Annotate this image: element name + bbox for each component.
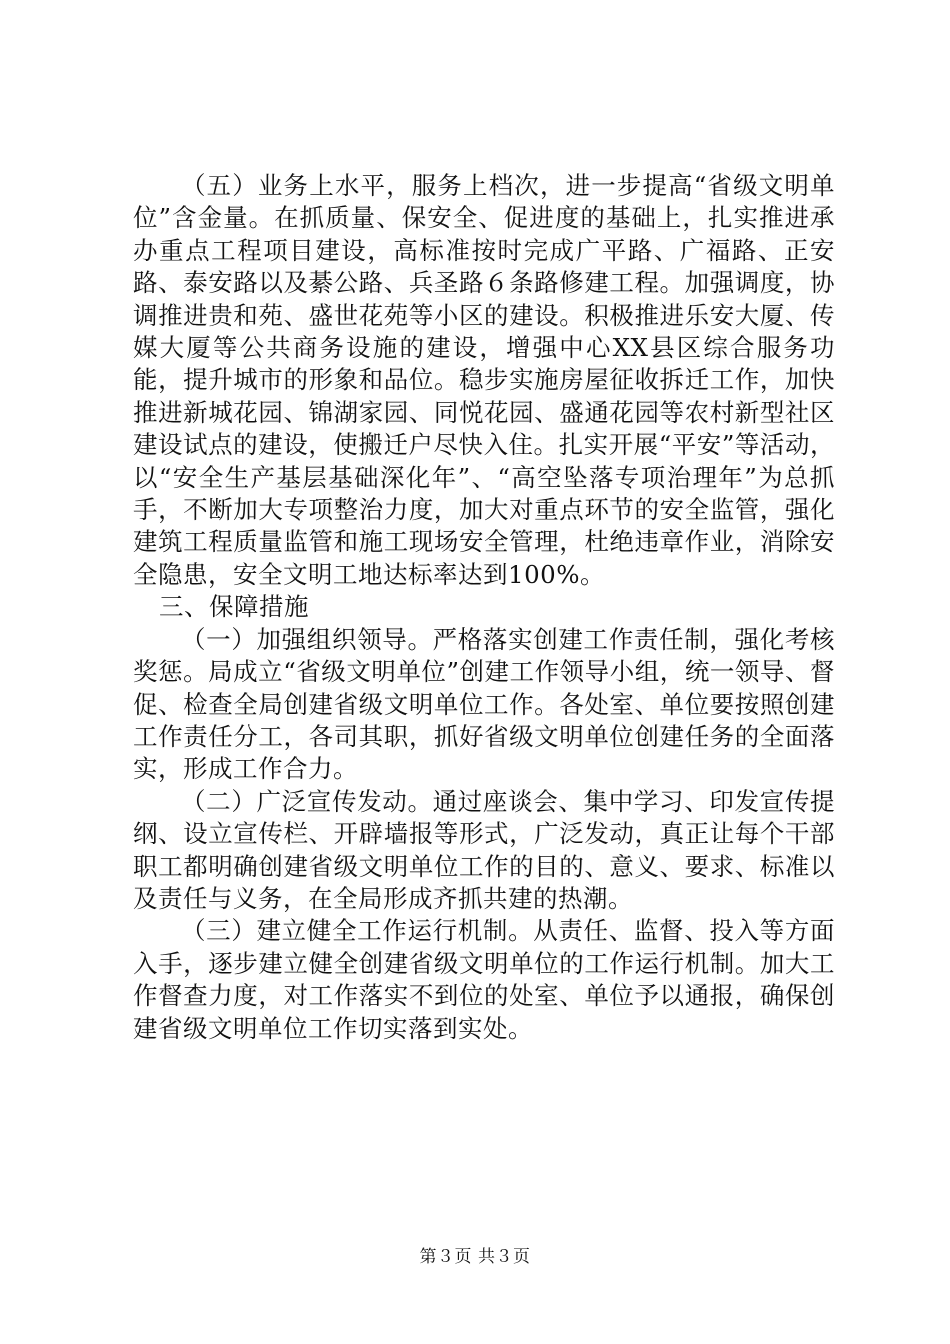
document-body xyxy=(133,170,835,1045)
page-footer xyxy=(0,1246,950,1268)
paragraph-section-five: （五）业务上水平，服务上档次，进一步提高“省级文明单位”含金量。在抓质量、保安全、促进度的基础上，扎实推进承办重点工程项目建设，高标准按时完成广平路、广福路、正安路、泰安路以及綦公路、兵圣路６条路修建工程。加强调度，协调推进贵和苑、盛世花苑等小区的建设。积极推进乐安大厦、传媒大厦等公共商务设施的建设，增强中心XX县区综合服务功能，提升城市的形象和品位。稳步实施房屋征收拆迁工作，加快推进新城花园、锦湖家园、同悦花园、盛通花园等农村新型社区建设试点的建设，使搬迁户尽快入住。扎实开展“平安”等活动，以“安全生产基层基础深化年”、“高空坠落专项治理年”为总抓手，不断加大专项整治力度，加大对重点环节的安全监管，强化建筑工程质量监管和施工现场安全管理，杜绝违章作业，消除安全隐患，安全文明工地达标率达到100%。 xyxy=(133,171,835,589)
paragraph-measure-two: （二）广泛宣传发动。通过座谈会、集中学习、印发宣传提纲、设立宣传栏、开辟墙报等形式，广泛发动，真正让每个干部职工都明确创建省级文明单位工作的目的、意义、要求、标准以及责任与义务，在全局形成齐抓共建的热潮。 xyxy=(133,786,835,913)
page-number-label: 第３页 共３页 xyxy=(419,1247,531,1267)
paragraph-measure-three: （三）建立健全工作运行机制。从责任、监督、投入等方面入手，逐步建立健全创建省级文明单位的工作运行机制。加大工作督查力度，对工作落实不到位的处室、单位予以通报，确保创建省级文明单位工作切实落到实处。 xyxy=(133,916,835,1043)
paragraph-measure-one: （一）加强组织领导。严格落实创建工作责任制，强化考核奖惩。局成立“省级文明单位”创建工作领导小组，统一领导、督促、检查全局创建省级文明单位工作。各处室、单位要按照创建工作责任分工，各司其职，抓好省级文明单位创建任务的全面落实，形成工作合力。 xyxy=(133,624,835,784)
section-heading-safeguards: 三、保障措施 xyxy=(159,592,309,622)
